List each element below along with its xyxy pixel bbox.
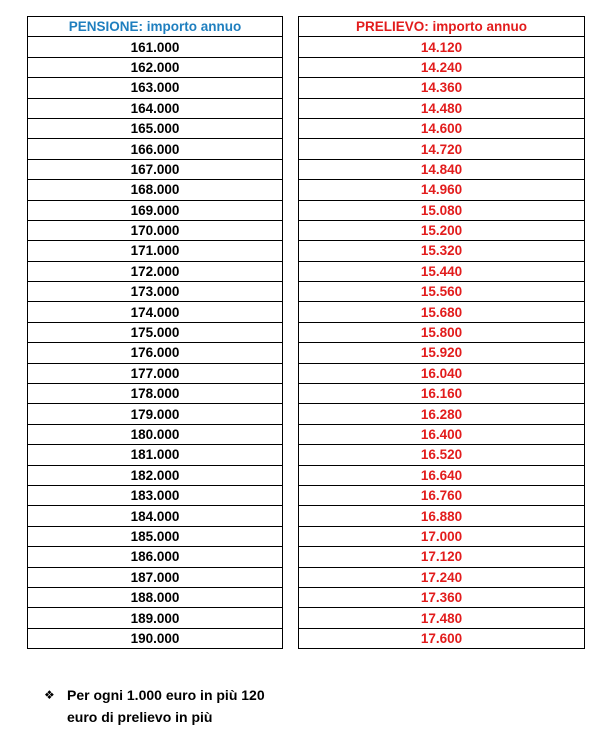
pension-amount: 183.000: [28, 485, 283, 505]
withdrawal-amount: 17.000: [299, 526, 585, 546]
pension-amount: 164.000: [28, 98, 283, 118]
withdrawal-row: [299, 384, 585, 404]
pension-amount: 171.000: [28, 241, 283, 261]
withdrawal-amount: 15.680: [299, 302, 585, 322]
pension-row: [28, 302, 283, 322]
pension-amount: 172.000: [28, 261, 283, 281]
pension-row: [28, 180, 283, 200]
pension-row: [28, 547, 283, 567]
pension-amount: 161.000: [28, 37, 283, 57]
pension-row: [28, 220, 283, 240]
pension-row: [28, 587, 283, 607]
withdrawal-row: [299, 424, 585, 444]
withdrawal-row: [299, 465, 585, 485]
pension-amount: 190.000: [28, 628, 283, 648]
pension-amount: 169.000: [28, 200, 283, 220]
pension-amount: 165.000: [28, 118, 283, 138]
withdrawal-row: [299, 241, 585, 261]
withdrawal-row: [299, 98, 585, 118]
withdrawal-amount: 15.800: [299, 322, 585, 342]
withdrawal-amount: 17.600: [299, 628, 585, 648]
pension-row: [28, 628, 283, 648]
withdrawal-amount: 15.560: [299, 282, 585, 302]
pension-row: [28, 139, 283, 159]
footnote: [44, 684, 344, 728]
withdrawal-amount: 17.360: [299, 587, 585, 607]
withdrawal-row: [299, 322, 585, 342]
pension-amount: 178.000: [28, 384, 283, 404]
withdrawal-row: [299, 526, 585, 546]
withdrawal-amount: 16.400: [299, 424, 585, 444]
pension-row: [28, 200, 283, 220]
withdrawal-amount: 15.440: [299, 261, 585, 281]
pension-table: [27, 16, 283, 649]
pension-amount: 168.000: [28, 180, 283, 200]
pension-amount: 179.000: [28, 404, 283, 424]
withdrawal-amount: 16.520: [299, 445, 585, 465]
pension-row: [28, 159, 283, 179]
withdrawal-row: [299, 547, 585, 567]
pension-amount: 167.000: [28, 159, 283, 179]
pension-amount: 162.000: [28, 57, 283, 77]
pension-row: [28, 37, 283, 57]
pension-amount: 177.000: [28, 363, 283, 383]
withdrawal-amount: 16.160: [299, 384, 585, 404]
withdrawal-table: [298, 16, 585, 649]
withdrawal-row: [299, 363, 585, 383]
withdrawal-row: [299, 628, 585, 648]
withdrawal-amount: 15.080: [299, 200, 585, 220]
pension-row: [28, 57, 283, 77]
pension-table-body: [28, 37, 283, 649]
pension-row: [28, 118, 283, 138]
withdrawal-row: [299, 404, 585, 424]
withdrawal-row: [299, 608, 585, 628]
withdrawal-amount: 14.600: [299, 118, 585, 138]
pension-amount: 184.000: [28, 506, 283, 526]
withdrawal-row: [299, 118, 585, 138]
withdrawal-amount: 15.320: [299, 241, 585, 261]
withdrawal-row: [299, 78, 585, 98]
withdrawal-row: [299, 57, 585, 77]
withdrawal-row: [299, 159, 585, 179]
withdrawal-row: [299, 220, 585, 240]
pension-amount: 163.000: [28, 78, 283, 98]
pension-amount: 180.000: [28, 424, 283, 444]
withdrawal-amount: 16.880: [299, 506, 585, 526]
pension-row: [28, 608, 283, 628]
withdrawal-row: [299, 302, 585, 322]
withdrawal-amount: 14.480: [299, 98, 585, 118]
withdrawal-amount: 14.240: [299, 57, 585, 77]
withdrawal-row: [299, 343, 585, 363]
pension-amount: 187.000: [28, 567, 283, 587]
pension-amount: 186.000: [28, 547, 283, 567]
withdrawal-amount: 17.480: [299, 608, 585, 628]
withdrawal-row: [299, 180, 585, 200]
withdrawal-amount: 14.720: [299, 139, 585, 159]
withdrawal-header-row: [299, 17, 585, 37]
withdrawal-row: [299, 445, 585, 465]
pension-row: [28, 241, 283, 261]
footnote-line-1: Per ogni 1.000 euro in più 120: [67, 687, 265, 703]
withdrawal-amount: 16.040: [299, 363, 585, 383]
pension-amount: 170.000: [28, 220, 283, 240]
footnote-line-2: euro di prelievo in più: [67, 709, 213, 725]
withdrawal-amount: 14.360: [299, 78, 585, 98]
withdrawal-row: [299, 139, 585, 159]
pension-amount: 174.000: [28, 302, 283, 322]
pension-header: PENSIONE: importo annuo: [28, 17, 283, 37]
pension-row: [28, 98, 283, 118]
pension-row: [28, 506, 283, 526]
pension-row: [28, 526, 283, 546]
pension-row: [28, 78, 283, 98]
pension-row: [28, 282, 283, 302]
pension-amount: 189.000: [28, 608, 283, 628]
withdrawal-amount: 15.920: [299, 343, 585, 363]
pension-amount: 166.000: [28, 139, 283, 159]
withdrawal-row: [299, 506, 585, 526]
pension-row: [28, 485, 283, 505]
pension-row: [28, 465, 283, 485]
withdrawal-header: PRELIEVO: importo annuo: [299, 17, 585, 37]
pension-row: [28, 424, 283, 444]
withdrawal-amount: 14.840: [299, 159, 585, 179]
pension-amount: 181.000: [28, 445, 283, 465]
withdrawal-row: [299, 485, 585, 505]
withdrawal-amount: 16.640: [299, 465, 585, 485]
pension-row: [28, 261, 283, 281]
pension-amount: 175.000: [28, 322, 283, 342]
withdrawal-row: [299, 261, 585, 281]
pension-row: [28, 445, 283, 465]
withdrawal-row: [299, 567, 585, 587]
withdrawal-row: [299, 200, 585, 220]
diamond-star-bullet-icon: ❖: [44, 688, 55, 702]
pension-amount: 188.000: [28, 587, 283, 607]
pension-row: [28, 384, 283, 404]
withdrawal-amount: 17.120: [299, 547, 585, 567]
withdrawal-row: [299, 37, 585, 57]
pension-header-row: [28, 17, 283, 37]
pension-row: [28, 363, 283, 383]
withdrawal-amount: 17.240: [299, 567, 585, 587]
pension-row: [28, 404, 283, 424]
pension-row: [28, 567, 283, 587]
withdrawal-table-body: [299, 37, 585, 649]
withdrawal-amount: 15.200: [299, 220, 585, 240]
withdrawal-amount: 14.960: [299, 180, 585, 200]
pension-amount: 173.000: [28, 282, 283, 302]
withdrawal-amount: 16.760: [299, 485, 585, 505]
pension-row: [28, 343, 283, 363]
pension-amount: 185.000: [28, 526, 283, 546]
withdrawal-amount: 14.120: [299, 37, 585, 57]
withdrawal-row: [299, 587, 585, 607]
pension-amount: 176.000: [28, 343, 283, 363]
pension-row: [28, 322, 283, 342]
withdrawal-row: [299, 282, 585, 302]
withdrawal-amount: 16.280: [299, 404, 585, 424]
pension-amount: 182.000: [28, 465, 283, 485]
